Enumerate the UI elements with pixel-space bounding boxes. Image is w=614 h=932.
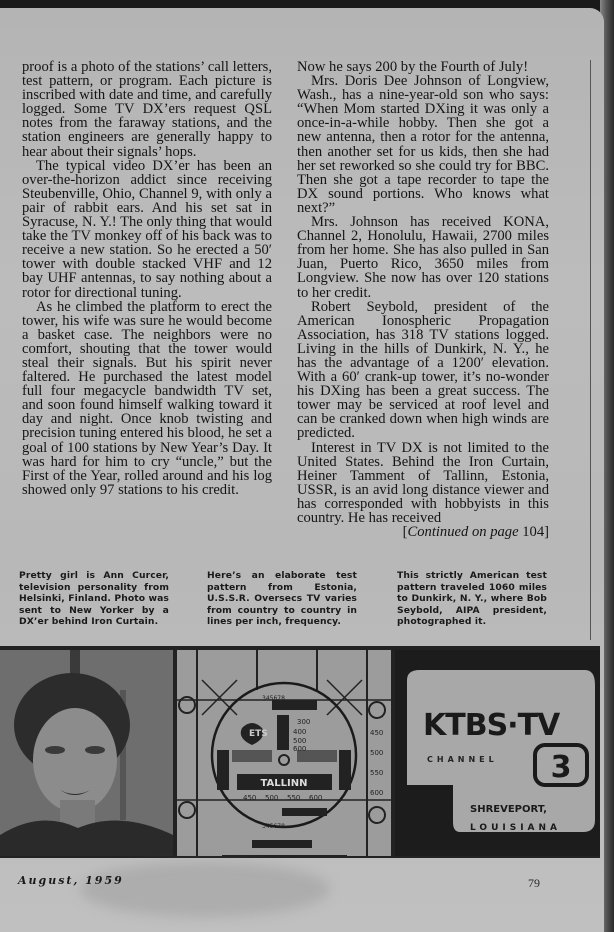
digit-row: 345678 — [262, 695, 285, 702]
paragraph: Now he says 200 by the Fourth of July! — [297, 59, 529, 75]
issue-date: August, 1959 — [18, 874, 124, 887]
city-label: TALLINN — [260, 778, 308, 789]
paragraph: Mrs. Johnson has received KONA, Channel 2, Honolulu, Hawaii, 2700 miles from her home. She has also pulled in San Juan, Puerto Rico, 3650 miles from Longview. She now has over 120 stations to her credit. — [297, 214, 549, 301]
paragraph: The typical video DX’er has been an over-the-horizon addict since receiving Steubenville, Ohio, Channel 9, with only a pair of rabbit ears. And his set sat in Syracuse, N. Y.! The only thing that would take the TV monkey off of his back was to receive a new station. So he erected a 50′ tower with double stacked VHF and 12 bay UHF antennas, to say nothing about a rotor for directional tuning. — [22, 157, 272, 301]
side-tick: 500 — [370, 749, 384, 757]
scale-tick: 500 — [293, 737, 307, 745]
continued-notice[interactable] — [297, 525, 549, 539]
test-pattern-illustration — [177, 650, 391, 856]
call-letters: KTBS·TV — [423, 708, 560, 743]
test-pattern-photo — [177, 650, 391, 856]
ktbs-card-illustration — [395, 650, 600, 856]
caption-portrait: Pretty girl is Ann Curcer, television personality from Helsinki, Finland. Photo was sent to New Yorker by a DX’er behind Iron Curtain. — [19, 570, 169, 628]
paragraph: As he climbed the platform to erect the tower, his wife was sure he would become a basket case. The neighbors were no comfort, shouting that the tower would steal their signals. But his spirit never faltered. He purchased the latest model full four megacycle bandwidth TV set, and soon found himself walking toward it day and night. Once knob twisting and precision tuning entered his blood, he set a goal of 100 stations by New Year’s Day. It was hard for him to cry “uncle,” but the First of the Year, rolled around and his log showed only 97 stations to his credit. — [22, 298, 272, 498]
article-column-1 — [22, 60, 272, 497]
scale-tick: 600 — [309, 794, 323, 802]
channel-label: CHANNEL — [427, 755, 498, 764]
page-number: 79 — [528, 876, 540, 890]
continued-label: Continued on page — [407, 524, 519, 541]
bracket-close: ] — [544, 524, 549, 541]
page-stain — [80, 862, 330, 917]
gutter-line — [590, 60, 591, 640]
city-label: SHREVEPORT, — [470, 804, 547, 815]
bracket-open: [ — [402, 524, 408, 541]
scale-tick: 550 — [287, 794, 301, 802]
channel-number: 3 — [550, 750, 572, 785]
continued-page-number: 104 — [522, 524, 545, 541]
portrait-illustration — [0, 650, 173, 856]
digit-row: 345678 — [262, 823, 285, 830]
photo-strip — [0, 646, 600, 858]
scale-tick: 400 — [293, 728, 307, 736]
side-tick: 550 — [370, 769, 384, 777]
side-tick: 600 — [370, 789, 384, 797]
scale-tick: 500 — [265, 794, 279, 802]
caption-test-pattern: Here’s an elaborate test pattern from Estonia, U.S.S.R. Oversecs TV varies from country to country in lines per inch, frequency. — [207, 570, 357, 628]
paragraph: proof is a photo of the stations’ call letters, test pattern, or program. Each picture is inscribed with date and time, and carefully logged. Some TV DX’ers request QSL notes from the faraway stations, and the station engineers are generally happy to hear about their signals’ hops. — [22, 59, 272, 160]
article-column-2 — [297, 60, 549, 539]
paragraph: Robert Seybold, president of the American Ionospheric Propagation Association, has 318 TV stations logged. Living in the hills of Dunkirk, N. Y., he has the advantage of a 1200′ elevation. With a 60′ crank-up tower, it’s no-wonder his DXing has been a great success. The tower may be serviced at roof level and can be cranked down when high winds are predicted. — [297, 298, 549, 442]
state-label: LOUISIANA — [470, 823, 562, 833]
side-tick: 450 — [370, 729, 384, 737]
station-logo: ETS — [249, 729, 268, 739]
scale-tick: 300 — [297, 718, 311, 726]
paragraph: Interest in TV DX is not limited to the United States. Behind the Iron Curtain, Heiner Tamment of Tallinn, Estonia, USSR, is an avid long distance viewer and has corresponded with hobbyists in this country. He has received — [297, 439, 549, 526]
paragraph: Mrs. Doris Dee Johnson of Longview, Wash., has a nine-year-old son who says: “When Mom started DXing it was only a once-in-a-while hobby. Then she got a new antenna, then a rotor for the antenna, then another set for us kids, then she had her set reworked so she could try for BBC. Then she got a tape recorder to tape the DX sound portions. Who knows what next?” — [297, 73, 549, 216]
scale-tick: 450 — [243, 794, 257, 802]
scale-tick: 600 — [293, 745, 307, 753]
ktbs-card-photo — [395, 650, 600, 856]
portrait-photo — [0, 650, 173, 856]
caption-ktbs: This strictly American test pattern traveled 1060 miles to Dunkirk, N. Y., where Bob Seybold, AIPA president, photographed it. — [397, 570, 547, 628]
